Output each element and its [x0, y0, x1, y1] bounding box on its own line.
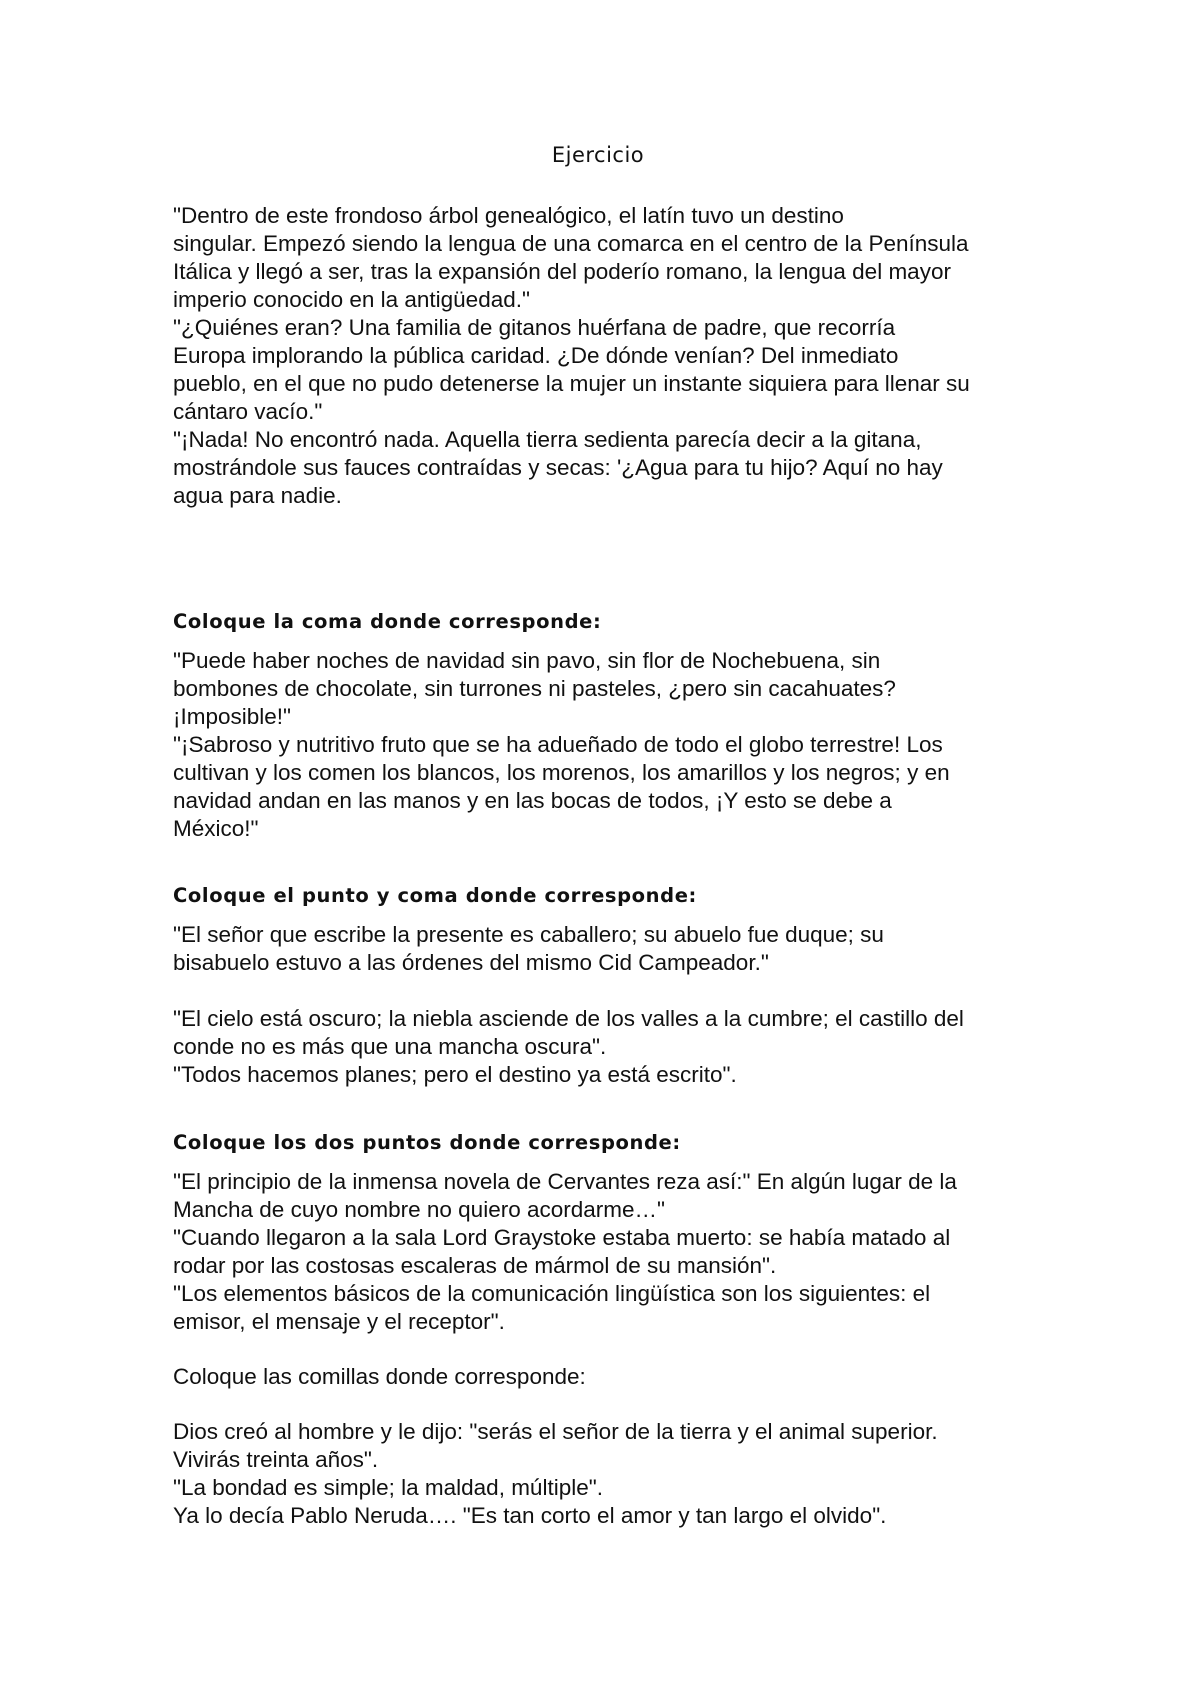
text-line: navidad andan en las manos y en las bocas de todos, ¡Y esto se debe a	[173, 788, 892, 813]
text-line: "Puede haber noches de navidad sin pavo, sin flor de Nochebuena, sin	[173, 648, 881, 673]
text-line: "El principio de la inmensa novela de Cervantes reza así:" En algún lugar de la	[173, 1169, 957, 1194]
text-line: "El cielo está oscuro; la niebla asciende de los valles a la cumbre; el castillo del	[173, 1006, 964, 1031]
text-line: cultivan y los comen los blancos, los morenos, los amarillos y los negros; y en	[173, 760, 950, 785]
text-line: "Todos hacemos planes; pero el destino ya está escrito".	[173, 1062, 737, 1087]
section-heading-coma: Coloque la coma donde corresponde:	[173, 610, 602, 633]
section-comillas-text	[173, 1418, 1053, 1530]
section-punto-coma-text-a	[173, 921, 1053, 977]
text-line: México!"	[173, 816, 259, 841]
section-dos-puntos-text	[173, 1168, 1053, 1336]
section-heading-punto-coma: Coloque el punto y coma donde corresponde:	[173, 884, 697, 907]
text-line: Vivirás treinta años".	[173, 1447, 379, 1472]
text-line: rodar por las costosas escaleras de mármol de su mansión".	[173, 1253, 777, 1278]
text-line: "¡Nada! No encontró nada. Aquella tierra sedienta parecía decir a la gitana,	[173, 427, 922, 452]
section-heading-dos-puntos: Coloque los dos puntos donde corresponde:	[173, 1131, 681, 1154]
text-line: bisabuelo estuvo a las órdenes del mismo Cid Campeador."	[173, 950, 769, 975]
text-line: Europa implorando la pública caridad. ¿De dónde venían? Del inmediato	[173, 343, 899, 368]
text-line: agua para nadie.	[173, 483, 342, 508]
text-line: "El señor que escribe la presente es caballero; su abuelo fue duque; su	[173, 922, 884, 947]
text-line: mostrándole sus fauces contraídas y secas: '¿Agua para tu hijo? Aquí no hay	[173, 455, 943, 480]
text-line: Mancha de cuyo nombre no quiero acordarme…"	[173, 1197, 666, 1222]
document-title: Ejercicio	[551, 143, 645, 167]
text-line: cántaro vacío."	[173, 399, 323, 424]
text-line: singular. Empezó siendo la lengua de una comarca en el centro de la Península	[173, 231, 969, 256]
text-line: emisor, el mensaje y el receptor".	[173, 1309, 505, 1334]
text-line: "La bondad es simple; la maldad, múltiple".	[173, 1475, 603, 1500]
section-punto-coma-text-b	[173, 1005, 1053, 1089]
section-coma-text	[173, 647, 1053, 843]
text-line: Dios creó al hombre y le dijo: "serás el señor de la tierra y el animal superior.	[173, 1419, 938, 1444]
text-line: imperio conocido en la antigüedad."	[173, 287, 530, 312]
section-heading-comillas: Coloque las comillas donde corresponde:	[173, 1364, 586, 1389]
text-line: bombones de chocolate, sin turrones ni pasteles, ¿pero sin cacahuates?	[173, 676, 896, 701]
text-line: "Los elementos básicos de la comunicación lingüística son los siguientes: el	[173, 1281, 931, 1306]
text-line: "Cuando llegaron a la sala Lord Graystoke estaba muerto: se había matado al	[173, 1225, 951, 1250]
intro-paragraph	[173, 202, 1053, 510]
text-line: ¡Imposible!"	[173, 704, 292, 729]
text-line: "¡Sabroso y nutritivo fruto que se ha adueñado de todo el globo terrestre! Los	[173, 732, 943, 757]
text-line: pueblo, en el que no pudo detenerse la mujer un instante siquiera para llenar su	[173, 371, 970, 396]
text-line: "Dentro de este frondoso árbol genealógico, el latín tuvo un destino	[173, 203, 844, 228]
text-line: Itálica y llegó a ser, tras la expansión del poderío romano, la lengua del mayor	[173, 259, 951, 284]
text-line: Ya lo decía Pablo Neruda…. "Es tan corto el amor y tan largo el olvido".	[173, 1503, 887, 1528]
text-line: conde no es más que una mancha oscura".	[173, 1034, 607, 1059]
text-line: "¿Quiénes eran? Una familia de gitanos huérfana de padre, que recorría	[173, 315, 896, 340]
